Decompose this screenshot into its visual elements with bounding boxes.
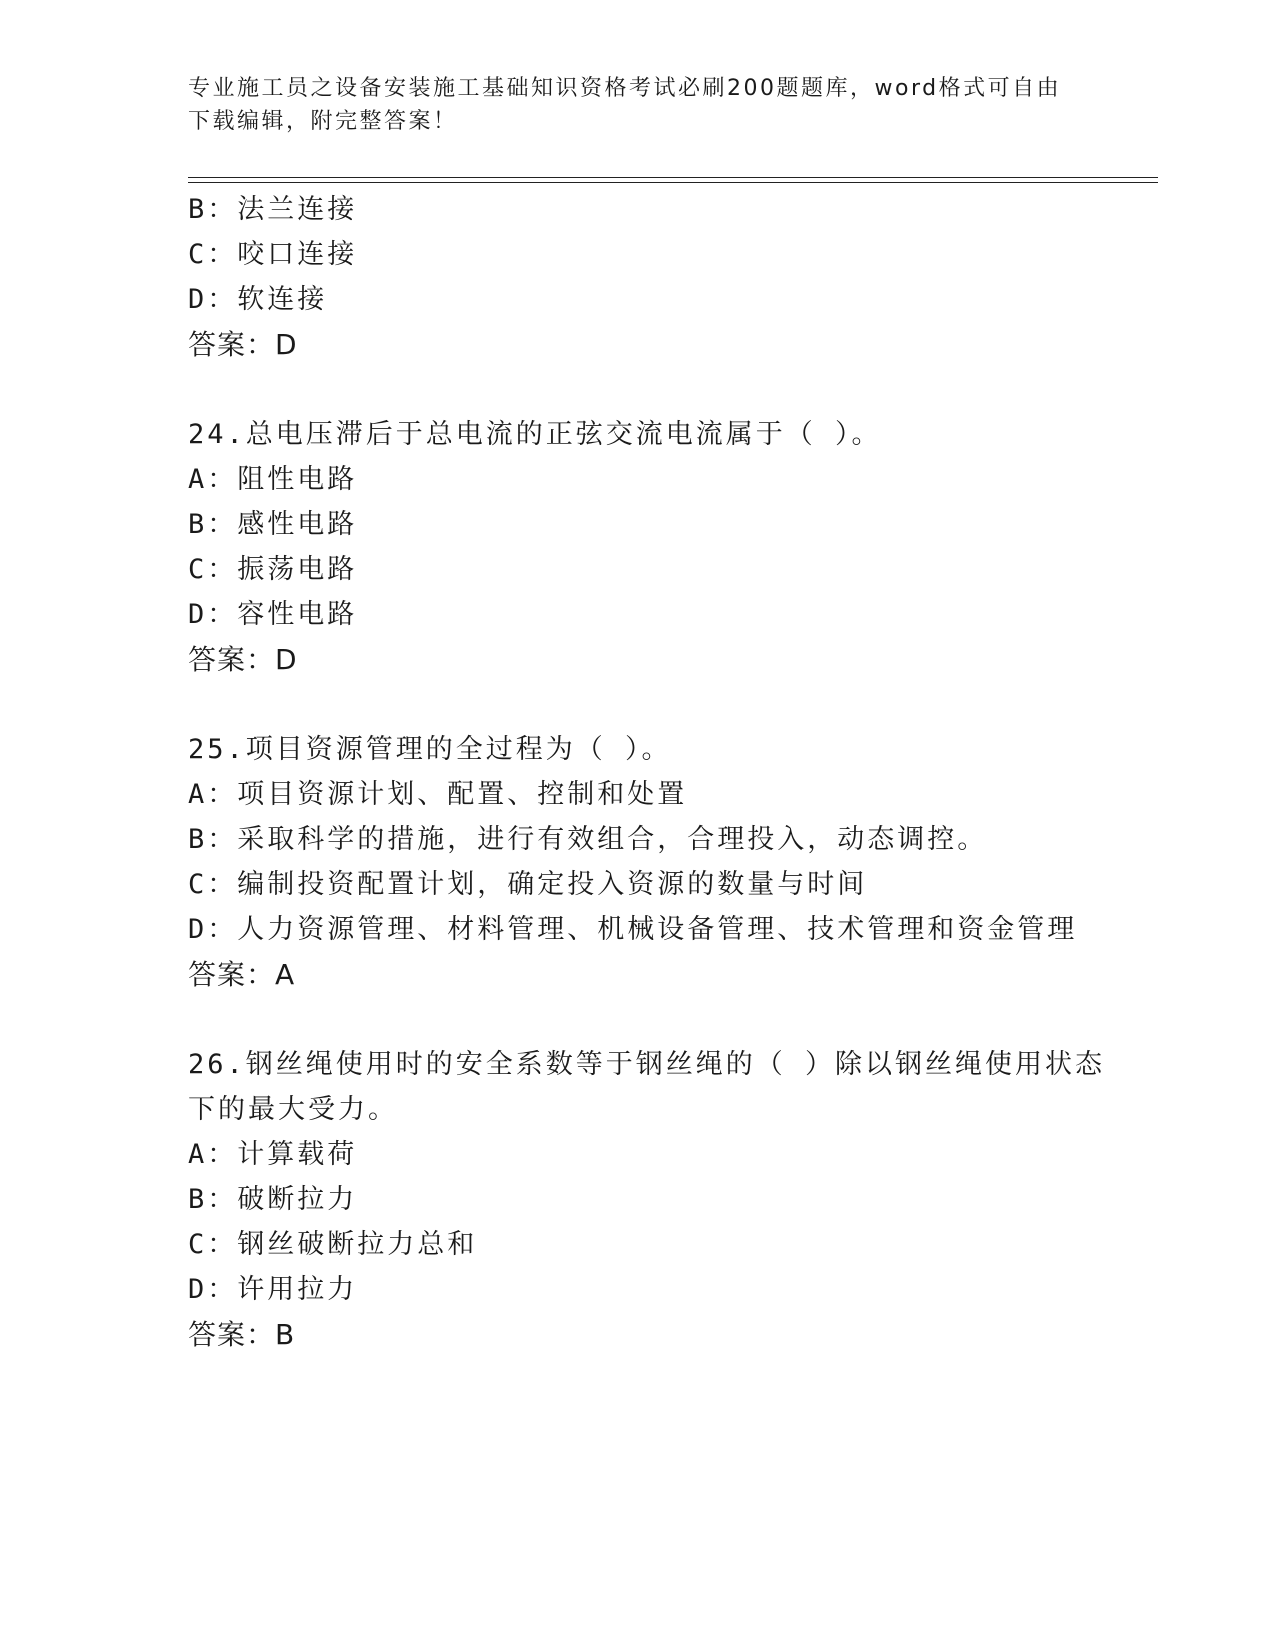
q26-option-b: B：破断拉力 — [188, 1184, 358, 1215]
q25-question: 25.项目资源管理的全过程为（ ）。 — [188, 734, 672, 765]
q26-option-c: C：钢丝破断拉力总和 — [188, 1229, 478, 1260]
q24-option-d: D：容性电路 — [188, 599, 358, 630]
q26-answer: 答案：B — [188, 1318, 296, 1351]
q24-option-a: A：阻性电路 — [188, 464, 358, 495]
q26-option-a: A：计算载荷 — [188, 1139, 358, 1170]
q23-option-d: D：软连接 — [188, 284, 328, 315]
header-title-line1: 专业施工员之设备安装施工基础知识资格考试必刷200题题库，word格式可自由 — [188, 76, 1062, 101]
q24-option-c: C：振荡电路 — [188, 554, 358, 585]
q23-option-b: B：法兰连接 — [188, 194, 358, 225]
q26-question-line2: 下的最大受力。 — [188, 1094, 398, 1125]
header-title-line2: 下载编辑，附完整答案！ — [188, 109, 458, 134]
q24-option-b: B：感性电路 — [188, 509, 358, 540]
document-header — [188, 72, 1068, 138]
q23-option-c: C：咬口连接 — [188, 239, 358, 270]
header-divider-top — [188, 177, 1158, 178]
q25-option-b: B：采取科学的措施，进行有效组合，合理投入，动态调控。 — [188, 824, 988, 855]
q24-question: 24.总电压滞后于总电流的正弦交流电流属于（ ）。 — [188, 419, 882, 450]
header-divider-bottom — [188, 182, 1158, 183]
q26-option-d: D：许用拉力 — [188, 1274, 358, 1305]
q23-answer: 答案：D — [188, 328, 298, 361]
q25-answer: 答案：A — [188, 958, 296, 991]
q25-option-d: D：人力资源管理、材料管理、机械设备管理、技术管理和资金管理 — [188, 914, 1078, 945]
q25-option-c: C：编制投资配置计划，确定投入资源的数量与时间 — [188, 869, 868, 900]
q24-answer: 答案：D — [188, 643, 298, 676]
q25-option-a: A：项目资源计划、配置、控制和处置 — [188, 779, 688, 810]
q26-question-line1: 26.钢丝绳使用时的安全系数等于钢丝绳的（ ）除以钢丝绳使用状态 — [188, 1049, 1106, 1080]
